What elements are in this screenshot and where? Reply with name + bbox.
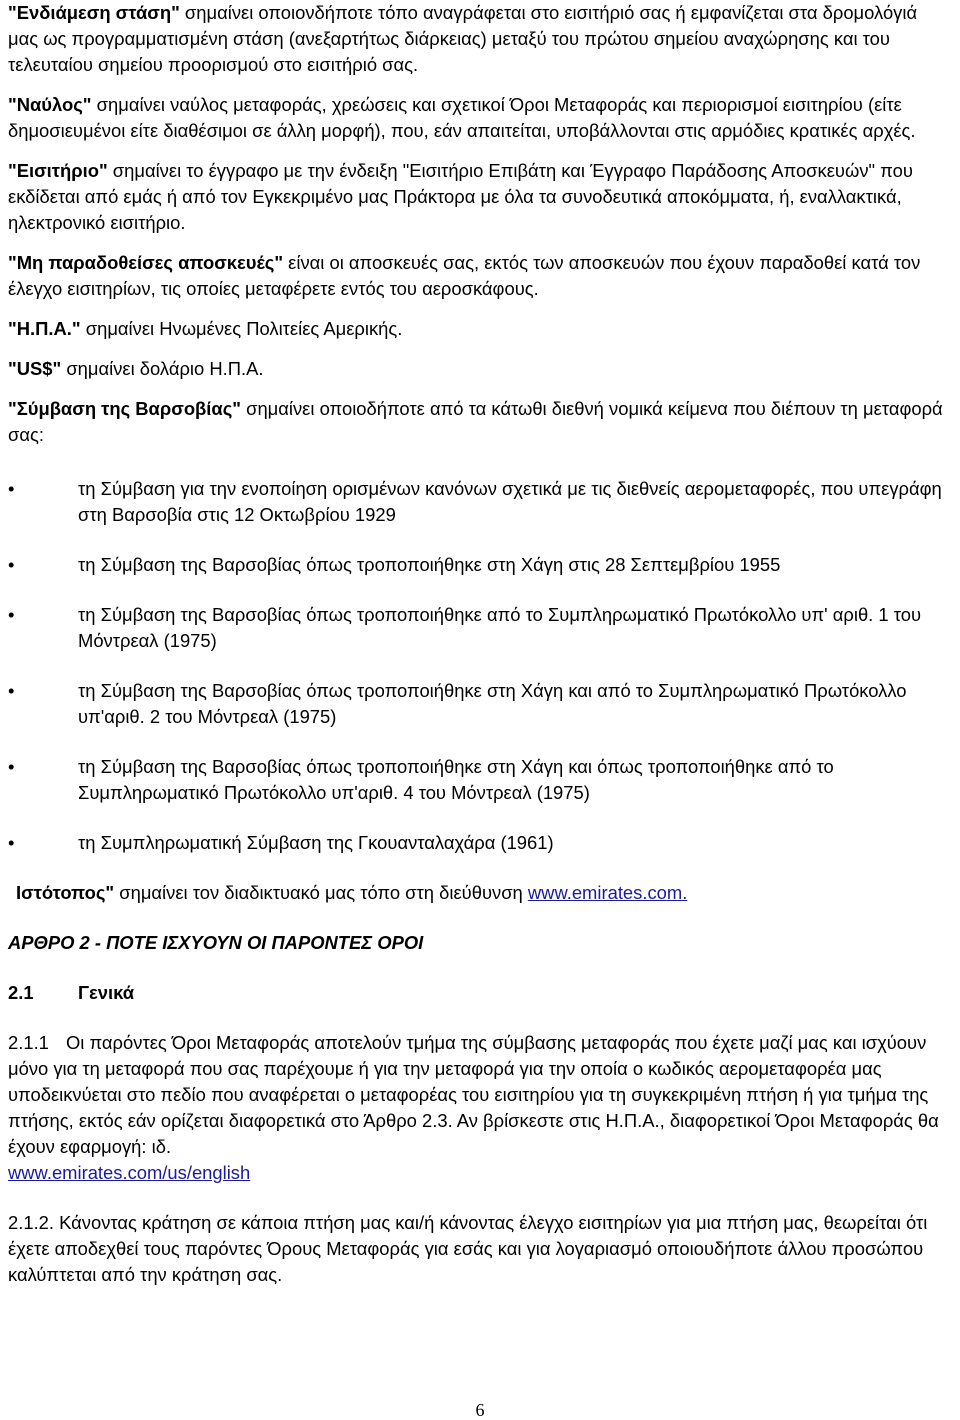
definition-text: σημαίνει οποιονδήποτε τόπο αναγράφεται στο εισιτήριό σας ή εμφανίζεται στα δρομολόγιά μας ως προγραμματισμένη στάση (ανεξαρτήτως διάρκειας) μεταξύ του πρώτου σημείου αναχώρησης και του τελευταίου σημείου προορισμού στο εισιτήριό σας. — [8, 2, 918, 75]
term: Ιστότοπος" — [16, 882, 115, 903]
definition-text: σημαίνει οποιοδήποτε από τα κάτωθι διεθνή νομικά κείμενα που διέπουν τη μεταφορά σας: — [8, 398, 943, 445]
list-item-text: τη Σύμβαση για την ενοποίηση ορισμένων κανόνων σχετικά με τις διεθνείς αερομεταφορές, που υπεγράφη στη Βαρσοβία στις 12 Οκτωβρίου 1929 — [78, 478, 942, 525]
list-item — [8, 830, 952, 856]
bullet-icon: • — [8, 478, 15, 499]
article-heading: ΑΡΘΡΟ 2 - ΠΟΤΕ ΙΣΧΥΟΥΝ ΟΙ ΠΑΡΟΝΤΕΣ ΟΡΟΙ — [8, 932, 424, 953]
term: "Σύμβαση της Βαρσοβίας" — [8, 398, 241, 419]
definition-text: σημαίνει δολάριο Η.Π.Α. — [61, 358, 264, 379]
clause-text: Οι παρόντες Όροι Μεταφοράς αποτελούν τμήμα της σύμβασης μεταφοράς που έχετε μαζί μας και ισχύουν μόνο για τη μεταφορά που σας παρέχουμε ή για την μεταφορά για την οποία ο κωδικός αερομεταφορέα μας υποδεικνύεται στο πεδίο που αναφέρεται ο μεταφορέας του εισιτηρίου για τη συγκεκριμένη πτήση ή για τμήμα της πτήσης, εκτός εάν ορίζεται διαφορετικά στο Άρθρο 2.3. Αν βρίσκεστε στις Η.Π.Α., διαφορετικοί Όροι Μεταφοράς θα έχουν εφαρμογή: ιδ. — [8, 1032, 939, 1157]
definition-text: σημαίνει Ηνωμένες Πολιτείες Αμερικής. — [80, 318, 403, 339]
definition-text: σημαίνει ναύλος μεταφοράς, χρεώσεις και σχετικοί Όροι Μεταφοράς και περιορισμοί εισιτηρίου (είτε δημοσιευμένοι είτε διαθέσιμοι σε άλλη μορφή), που, εάν απαιτείται, υποβάλλονται στις αρμόδιες κρατικές αρχές. — [8, 94, 916, 141]
section-title: Γενικά — [78, 982, 135, 1003]
term: "Εισιτήριο" — [8, 160, 108, 181]
definition-text: σημαίνει τον διαδικτυακό μας τόπο στη διεύθυνση — [114, 882, 528, 903]
term: "Ενδιάμεση στάση" — [8, 2, 180, 23]
document-page — [8, 0, 952, 1288]
list-item — [8, 476, 952, 528]
term: "Η.Π.Α." — [8, 318, 81, 339]
bullet-icon: • — [8, 756, 15, 777]
bullet-icon: • — [8, 832, 15, 853]
list-item-text: τη Σύμβαση της Βαρσοβίας όπως τροποποιήθηκε στη Χάγη στις 28 Σεπτεμβρίου 1955 — [78, 554, 781, 575]
bullet-icon: • — [8, 554, 15, 575]
us-english-link[interactable]: www.emirates.com/us/english — [8, 1162, 251, 1183]
definition-fare — [8, 92, 952, 144]
list-item-text: τη Σύμβαση της Βαρσοβίας όπως τροποποιήθηκε στη Χάγη και όπως τροποποιήθηκε από το Συμπληρωματικό Πρωτόκολλο υπ'αριθ. 4 του Μόντρεαλ (1975) — [78, 756, 834, 803]
definition-usa — [8, 316, 952, 342]
list-item — [8, 552, 952, 578]
website-link[interactable]: www.emirates.com. — [527, 882, 688, 903]
page-number: 6 — [475, 1400, 485, 1420]
definition-ticket — [8, 158, 952, 236]
list-item-text: τη Σύμβαση της Βαρσοβίας όπως τροποποιήθηκε στη Χάγη και από το Συμπληρωματικό Πρωτόκολλο υπ'αριθ. 2 του Μόντρεαλ (1975) — [78, 680, 907, 727]
definition-text: είναι οι αποσκευές σας, εκτός των αποσκευών που έχουν παραδοθεί κατά τον έλεγχο εισιτηρίων, τις οποίες μεταφέρετε εντός του αεροσκάφους. — [8, 252, 921, 299]
list-item-text: τη Συμπληρωματική Σύμβαση της Γκουανταλαχάρα (1961) — [78, 832, 554, 853]
list-item-text: τη Σύμβαση της Βαρσοβίας όπως τροποποιήθηκε από το Συμπληρωματικό Πρωτόκολλο υπ' αριθ. 1 του Μόντρεαλ (1975) — [78, 604, 922, 651]
section-heading — [8, 980, 952, 1006]
term: "Ναύλος" — [8, 94, 92, 115]
definition-usd — [8, 356, 952, 382]
term: "US$" — [8, 358, 62, 379]
definition-website — [8, 880, 952, 906]
clause-number: 2.1.1 — [8, 1032, 49, 1053]
bullet-icon: • — [8, 604, 15, 625]
definition-warsaw-convention — [8, 396, 952, 448]
term: "Μη παραδοθείσες αποσκευές" — [8, 252, 284, 273]
list-item — [8, 754, 952, 806]
definition-text: σημαίνει το έγγραφο με την ένδειξη "Εισιτήριο Επιβάτη και Έγγραφο Παράδοσης Αποσκευών" που εκδίδεται από εμάς ή από τον Εγκεκριμένο μας Πράκτορα με όλα τα συνοδευτικά αποκόμματα, ή, εναλλακτικά, ηλεκτρονικό εισιτήριο. — [8, 160, 913, 233]
bullet-icon: • — [8, 680, 15, 701]
clause-2-1-2: 2.1.2. Κάνοντας κράτηση σε κάποια πτήση μας και/ή κάνοντας έλεγχο εισιτηρίων για μια πτήση μας, θεωρείται ότι έχετε αποδεχθεί τους παρόντες Όρους Μεταφοράς για εσάς και για λογαριασμό οποιουδήποτε άλλου προσώπου καλύπτεται από την κράτηση σας. — [8, 1212, 928, 1285]
definition-stopover — [8, 0, 952, 78]
list-item — [8, 602, 952, 654]
definition-unchecked-baggage — [8, 250, 952, 302]
clause-2-1-1 — [8, 1030, 952, 1186]
section-number: 2.1 — [8, 982, 34, 1003]
list-item — [8, 678, 952, 730]
